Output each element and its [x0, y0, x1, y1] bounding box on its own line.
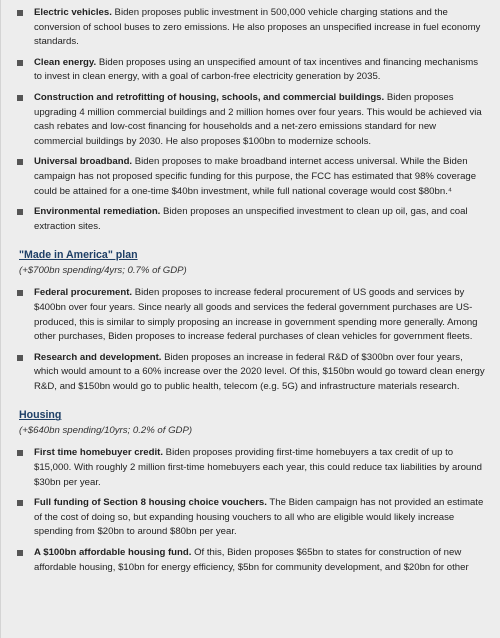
- section-subtitle: (+$700bn spending/4yrs; 0.7% of GDP): [19, 265, 187, 277]
- item-lead: Clean energy.: [34, 56, 97, 68]
- list-item: [1, 155, 500, 199]
- item-lead: Universal broadband.: [34, 156, 133, 168]
- item-lead: A $100bn affordable housing fund.: [34, 547, 192, 559]
- item-text: Biden proposes providing first-time homebuyers a tax credit of up to $15,000. With roughly 2 million first-time homebuyers each year, this could reduce tax liabilities by around $30bn per year.: [34, 447, 482, 488]
- policy-list-top: [1, 0, 500, 234]
- item-lead: First time homebuyer credit.: [34, 447, 164, 459]
- item-text: The Biden campaign has not provided an estimate of the cost of doing so, but expanding housing vouchers to all who are eligible would likely increase spending from $20bn to around $80bn per year.: [34, 497, 484, 538]
- list-item: [1, 351, 500, 395]
- section-title: Housing: [19, 409, 62, 422]
- section-made-in-america: [1, 248, 500, 394]
- policy-list-housing: [1, 446, 500, 575]
- square-bullet-icon: [17, 159, 23, 165]
- list-item: [1, 91, 500, 149]
- square-bullet-icon: [17, 60, 23, 66]
- list-item: [1, 546, 500, 575]
- square-bullet-icon: [17, 209, 23, 215]
- item-lead: Environmental remediation.: [34, 206, 161, 218]
- item-lead: Full funding of Section 8 housing choice vouchers.: [34, 497, 267, 509]
- square-bullet-icon: [17, 355, 23, 361]
- list-item: [1, 6, 500, 50]
- square-bullet-icon: [17, 10, 23, 16]
- list-item: [1, 56, 500, 85]
- item-lead: Research and development.: [34, 351, 162, 363]
- list-item: [1, 205, 500, 234]
- section-title: "Made in America" plan: [19, 249, 138, 262]
- item-text: Biden proposes using an unspecified amount of tax incentives and financing mechanisms to invest in clean energy, with a goal of carbon-free electricity generation by 2035.: [34, 56, 479, 83]
- square-bullet-icon: [17, 450, 23, 456]
- item-text: Biden proposes upgrading 4 million commercial buildings and 2 million homes over four years. This would be achieved via cash rebates and low-cost financing for households and a net-zero emissions standard for new commercial buildings by 2030. He also proposes $100bn to modernize schools.: [34, 91, 482, 147]
- item-text: Biden proposes to increase federal procurement of US goods and services by $400bn over four years. Since nearly all goods and services the federal government purchases are US-produced, this is similar to simply proposing an increase in government spending more generally. Among other purchases, Biden proposes to increase federal purchases of clean vehicles for government fleets.: [34, 287, 478, 343]
- list-item: [1, 446, 500, 490]
- list-item: [1, 496, 500, 540]
- item-text: Biden proposes an unspecified investment to clean up oil, gas, and coal extraction sites.: [34, 206, 468, 232]
- square-bullet-icon: [17, 500, 23, 506]
- item-text: Biden proposes an increase in federal R&D of $300bn over four years, which would amount to a 60% increase over the 2020 level. Of this, $150bn would go toward clean energy R&D, and $150bn would go to public health, telecom (e.g. 5G) and infrastructure materials research.: [34, 351, 485, 392]
- policy-list-made-in-america: [1, 286, 500, 394]
- item-text: Biden proposes to make broadband internet access universal. While the Biden campaign has not proposed specific funding for this purpose, the FCC has estimated that 98% coverage could be attained for a one-time $40bn investment, while full national coverage would cost $80bn.⁴: [34, 156, 477, 197]
- item-lead: Construction and retrofitting of housing, schools, and commercial buildings.: [34, 91, 385, 103]
- item-text: Biden proposes public investment in 500,000 vehicle charging stations and the conversion of school buses to zero emissions. He also proposes an unspecified increase in fuel economy standards.: [34, 7, 481, 48]
- square-bullet-icon: [17, 95, 23, 101]
- item-lead: Federal procurement.: [34, 287, 133, 299]
- section-housing: [1, 408, 500, 575]
- list-item: [1, 286, 500, 344]
- section-subtitle: (+$640bn spending/10yrs; 0.2% of GDP): [19, 425, 193, 437]
- square-bullet-icon: [17, 550, 23, 556]
- item-text: Of this, Biden proposes $65bn to states for construction of new affordable housing, $10bn for energy efficiency, $5bn for community development, and $20bn for other: [34, 547, 469, 573]
- item-lead: Electric vehicles.: [34, 7, 112, 18]
- square-bullet-icon: [17, 290, 23, 296]
